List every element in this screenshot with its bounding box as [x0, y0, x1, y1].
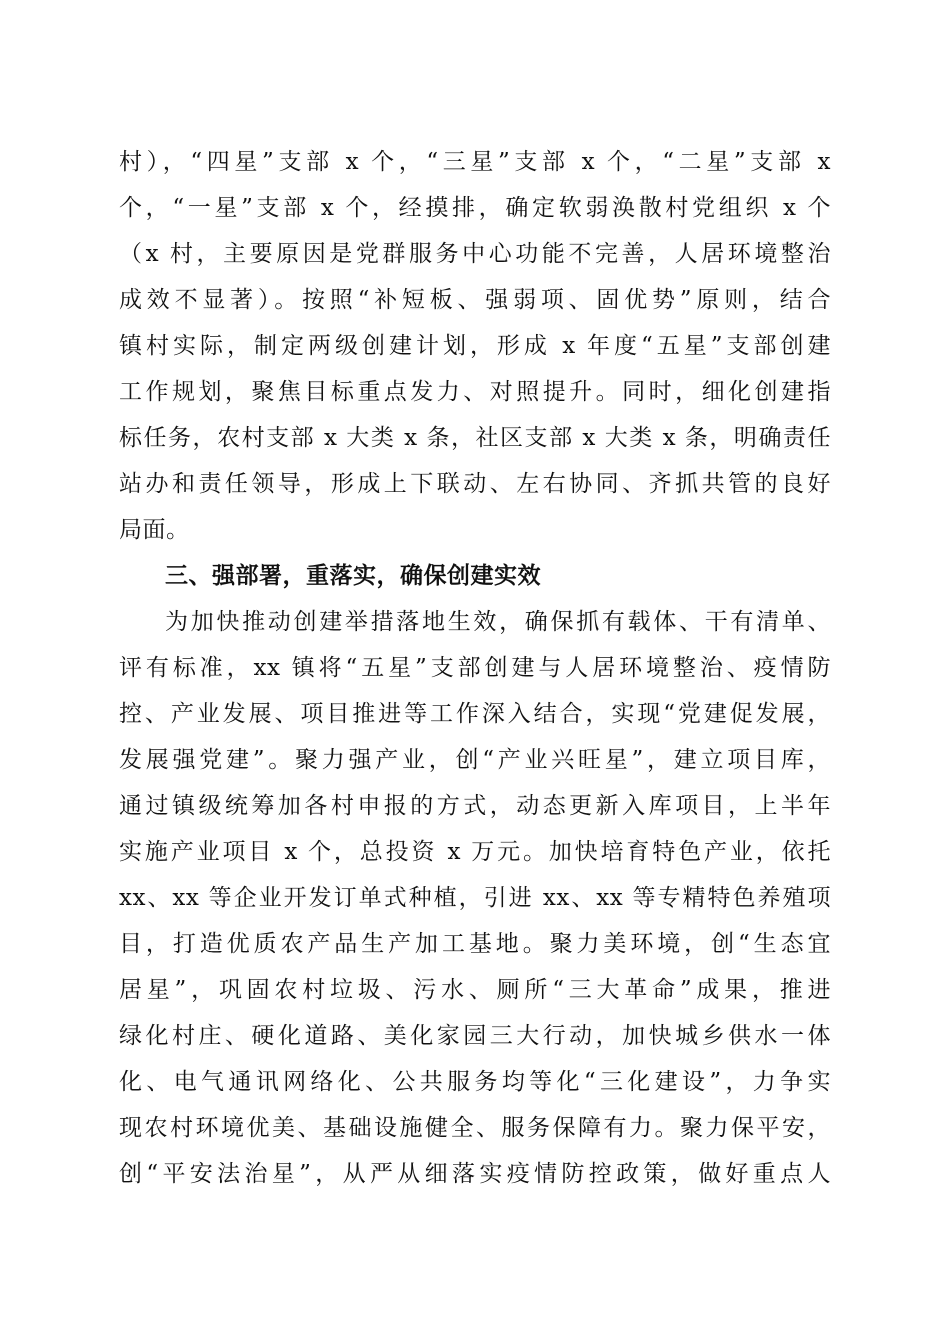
paragraph-line: 居星”，巩固农村垃圾、污水、厕所“三大革命”成果，推进: [119, 977, 831, 1003]
paragraph-line: 发展强党建”。聚力强产业，创“产业兴旺星”，建立项目库，: [119, 747, 831, 773]
paragraph-line: 成效不显著）。按照“补短板、强弱项、固优势”原则，结合: [119, 287, 831, 313]
paragraph-line: 评有标准，xx 镇将“五星”支部创建与人居环境整治、疫情防: [119, 655, 831, 681]
paragraph-line: 工作规划，聚焦目标重点发力、对照提升。同时，细化创建指: [119, 379, 831, 405]
paragraph-line: 现农村环境优美、基础设施健全、服务保障有力。聚力保平安，: [119, 1115, 831, 1141]
paragraph-line: 个，“一星”支部 x 个，经摸排，确定软弱涣散村党组织 x 个: [119, 195, 832, 221]
paragraph-line: xx、xx 等企业开发订单式种植，引进 xx、xx 等专精特色养殖项: [119, 885, 831, 911]
paragraph-line: （x 村，主要原因是党群服务中心功能不完善，人居环境整治: [119, 241, 831, 267]
paragraph-line: 绿化村庄、硬化道路、美化家园三大行动，加快城乡供水一体: [119, 1023, 831, 1049]
paragraph-line: 标任务，农村支部 x 大类 x 条，社区支部 x 大类 x 条，明确责任: [119, 425, 831, 451]
paragraph-line: 站办和责任领导，形成上下联动、左右协同、齐抓共管的良好: [119, 471, 831, 497]
paragraph-line: 创“平安法治星”，从严从细落实疫情防控政策，做好重点人: [119, 1161, 831, 1187]
paragraph-line: 局面。: [119, 517, 190, 543]
paragraph-line: 控、产业发展、项目推进等工作深入结合，实现“党建促发展，: [119, 701, 831, 727]
paragraph-line: 村），“四星”支部 x 个，“三星”支部 x 个，“二星”支部 x: [119, 149, 831, 175]
paragraph-line: 化、电气通讯网络化、公共服务均等化“三化建设”，力争实: [119, 1069, 831, 1095]
paragraph-line: 实施产业项目 x 个，总投资 x 万元。加快培育特色产业，依托: [119, 839, 831, 865]
paragraph-line: 通过镇级统筹加各村申报的方式，动态更新入库项目，上半年: [119, 793, 831, 819]
section-heading: 三、强部署，重落实，确保创建实效: [165, 563, 541, 589]
paragraph-line: 目，打造优质农产品生产加工基地。聚力美环境，创“生态宜: [119, 931, 831, 957]
paragraph-line: 为加快推动创建举措落地生效，确保抓有载体、干有清单、: [165, 609, 831, 635]
paragraph-line: 镇村实际，制定两级创建计划，形成 x 年度“五星”支部创建: [119, 333, 831, 359]
